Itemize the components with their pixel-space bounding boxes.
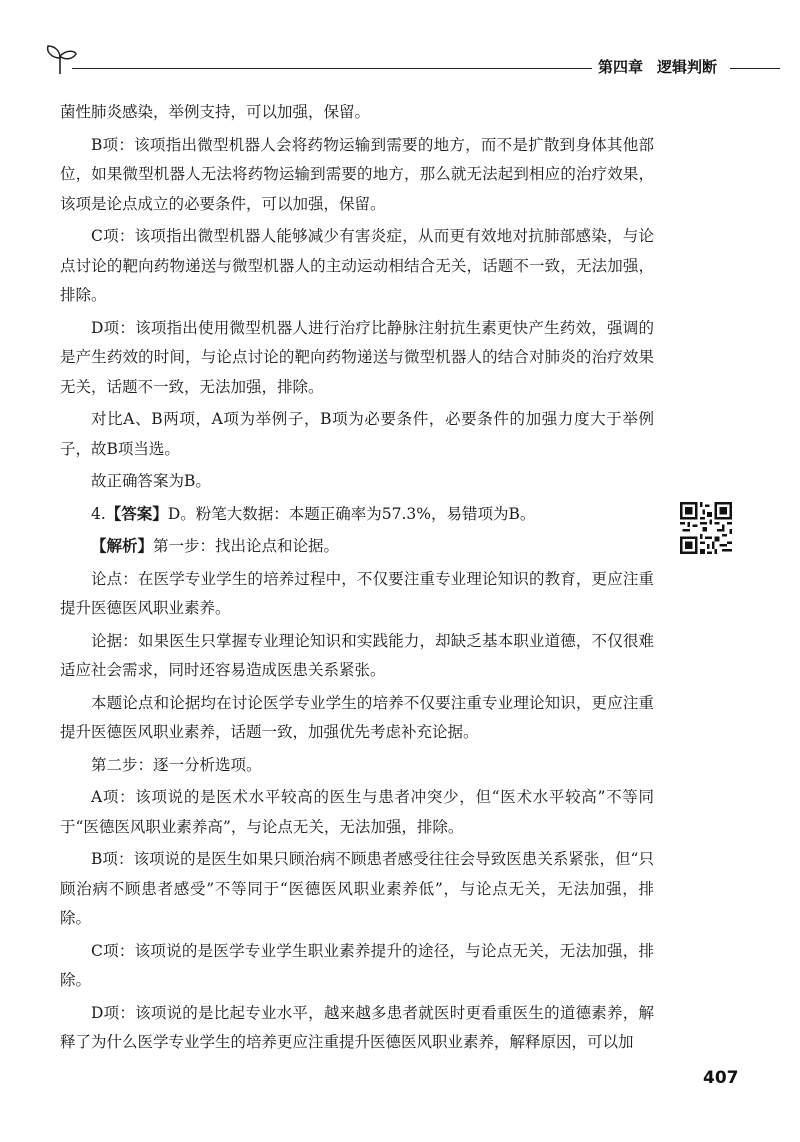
analysis-text: 第一步：找出论点和论据。 [153, 537, 340, 555]
sprout-icon [40, 40, 80, 76]
chapter-title [592, 56, 723, 77]
paragraph: B项：该项说的是医生如果只顾治病不顾患者感受往往会导致医患关系紧张，但“只顾治病不顾患者感受”不等同于“医德医风职业素养低”，与论点无关，无法加强，排除。 [60, 850, 654, 927]
paragraph: C项：该项指出微型机器人能够减少有害炎症，从而更有效地对抗肺部感染，与论点讨论的靶向药物递送与微型机器人的主动运动相结合无关，话题不一致，无法加强，排除。 [60, 227, 654, 304]
analysis-marker: 【解析】 [91, 537, 154, 555]
answer-marker: 【答案】 [105, 504, 168, 523]
answer-text: D。粉笔大数据：本题正确率为57.3%，易错项为B。 [167, 504, 536, 523]
paragraph: 第二步：逐一分析选项。 [91, 755, 262, 774]
qr-code-icon[interactable] [680, 502, 732, 554]
paragraph: 本题论点和论据均在讨论医学专业学生的培养不仅要注重专业理论知识，更应注重提升医德医风职业素养，话题一致，加强优先考虑补充论据。 [60, 693, 654, 741]
question-number: 4. [91, 504, 106, 523]
answer-paragraph [60, 500, 654, 530]
page-number: 407 [703, 1068, 739, 1088]
paragraph: C项：该项说的是医学专业学生职业素养提升的途径，与论点无关，无法加强，排除。 [60, 941, 654, 989]
page-header [40, 40, 780, 80]
paragraph: D项：该项指出使用微型机器人进行治疗比静脉注射抗生素更快产生药效，强调的是产生药效的时间，与论点讨论的靶向药物递送与微型机器人的结合对肺炎的治疗效果无关，话题不一致，无法加强，排除。 [60, 318, 654, 396]
paragraph: 故正确答案为B。 [91, 472, 211, 490]
chapter-label: 第四章 [598, 58, 644, 76]
paragraph: 论据：如果医生只掌握专业理论知识和实践能力，却缺乏基本职业道德，不仅很难适应社会需求，同时还容易造成医患关系紧张。 [60, 631, 654, 679]
paragraph: 论点：在医学专业学生的培养过程中，不仅要注重专业理论知识的教育，更应注重提升医德医风职业素养。 [60, 569, 654, 617]
body-text [60, 98, 654, 1058]
paragraph: D项：该项说的是比起专业水平，越来越多患者就医时更看重医生的道德素养，解释了为什么医学专业学生的培养更应注重提升医德医风职业素养，解释原因，可以加 [60, 1003, 654, 1051]
section-label: 逻辑判断 [657, 58, 718, 76]
header-rule [730, 68, 780, 69]
paragraph: B项：该项指出微型机器人会将药物运输到需要的地方，而不是扩散到身体其他部位，如果微型机器人无法将药物运输到需要的地方，那么就无法起到相应的治疗效果，该项是论点成立的必要条件，可以加强，保留。 [60, 135, 654, 213]
paragraph: A项：该项说的是医术水平较高的医生与患者冲突少，但“医术水平较高”不等同于“医德医风职业素养高”，与论点无关，无法加强，排除。 [60, 788, 654, 836]
header-rule [72, 68, 620, 69]
paragraph: 菌性肺炎感染，举例支持，可以加强，保留。 [60, 103, 371, 121]
analysis-paragraph [60, 532, 654, 562]
paragraph: 对比A、B两项，A项为举例子，B项为必要条件，必要条件的加强力度大于举例子，故B项当选。 [60, 410, 654, 458]
